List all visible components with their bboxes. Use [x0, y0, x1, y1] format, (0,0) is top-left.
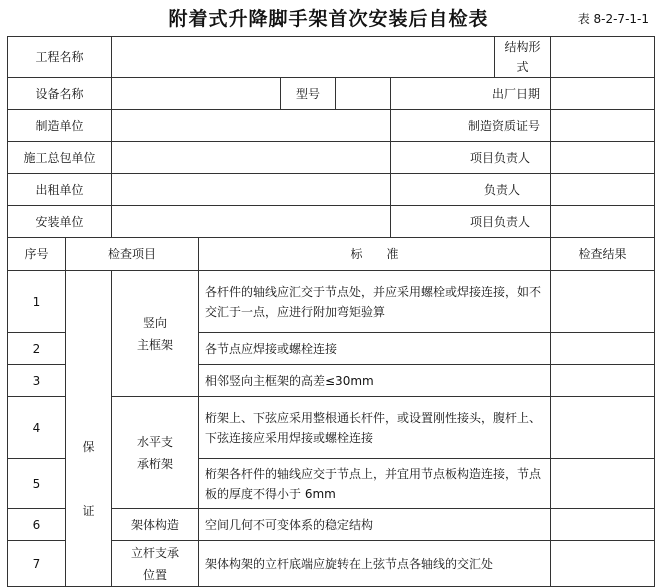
row-result[interactable] [551, 333, 655, 365]
info-row-contractor [8, 142, 655, 174]
row-seq: 7 [8, 541, 66, 587]
value-model[interactable] [336, 78, 391, 110]
group-frame-structure: 架体构造 [112, 509, 199, 541]
row-result[interactable] [551, 397, 655, 459]
info-row-manufacturer [8, 110, 655, 142]
info-row-rental [8, 174, 655, 206]
value-structure-form[interactable] [551, 37, 655, 78]
row-result[interactable] [551, 459, 655, 509]
row-result[interactable] [551, 541, 655, 587]
label-manufacturer: 制造单位 [8, 110, 112, 142]
label-device-name: 设备名称 [8, 78, 112, 110]
group-label-line: 承桁架 [136, 456, 173, 471]
row-standard: 架体构架的立杆底端应旋转在上弦节点各轴线的交汇处 [199, 541, 551, 587]
row-seq: 2 [8, 333, 66, 365]
category-cell [66, 271, 112, 587]
header-item: 检查项目 [66, 238, 199, 271]
group-label-line: 立杆支承 [130, 545, 179, 560]
group-label-line: 水平支 [136, 434, 173, 449]
row-seq: 5 [8, 459, 66, 509]
label-mfr-cert-no: 制造资质证号 [391, 110, 551, 142]
label-model: 型号 [281, 78, 336, 110]
value-install-unit[interactable] [112, 206, 391, 238]
table-row [8, 271, 655, 333]
label-rental-unit: 出租单位 [8, 174, 112, 206]
header-row [8, 238, 655, 271]
header-result: 检查结果 [551, 238, 655, 271]
row-standard: 各杆件的轴线应汇交于节点处，并应采用螺栓或焊接连接，如不交汇于一点，应进行附加弯矩验算 [199, 271, 551, 333]
info-row-install [8, 206, 655, 238]
group-vertical-frame [112, 271, 199, 397]
info-row-project [8, 37, 655, 78]
row-standard: 各节点应焊接或螺栓连接 [199, 333, 551, 365]
row-seq: 1 [8, 271, 66, 333]
row-standard: 空间几何不可变体系的稳定结构 [199, 509, 551, 541]
label-install-unit: 安装单位 [8, 206, 112, 238]
inspection-table [7, 36, 655, 587]
row-standard: 桁架上、下弦应采用整根通长杆件，或设置刚性接头，腹杆上、下弦连接应采用焊接或螺栓连接 [199, 397, 551, 459]
value-project-manager-1[interactable] [551, 142, 655, 174]
form-code: 表 8-2-7-1-1 [577, 12, 649, 26]
value-manufacturer[interactable] [112, 110, 391, 142]
value-factory-date[interactable] [551, 78, 655, 110]
group-label-line: 位置 [142, 567, 167, 582]
group-horizontal-truss [112, 397, 199, 509]
label-project-name: 工程名称 [8, 37, 112, 78]
value-person-in-charge[interactable] [551, 174, 655, 206]
value-project-name[interactable] [112, 37, 495, 78]
row-seq: 4 [8, 397, 66, 459]
label-project-manager-2: 项目负责人 [391, 206, 551, 238]
label-structure-form: 结构形式 [495, 37, 551, 78]
row-seq: 6 [8, 509, 66, 541]
group-label-line: 主框架 [136, 337, 173, 352]
row-standard: 桁架各杆件的轴线应交于节点上，并宜用节点板构造连接，节点板的厚度不得小于 6mm [199, 459, 551, 509]
group-pole-support [112, 541, 199, 587]
row-result[interactable] [551, 509, 655, 541]
category-char-2: 证 [82, 503, 95, 518]
header-seq: 序号 [8, 238, 66, 271]
value-rental-unit[interactable] [112, 174, 391, 206]
value-mfr-cert-no[interactable] [551, 110, 655, 142]
value-project-manager-2[interactable] [551, 206, 655, 238]
label-factory-date: 出厂日期 [391, 78, 551, 110]
form-title: 附着式升降脚手架首次安装后自检表 [168, 8, 489, 30]
info-row-device [8, 78, 655, 110]
category-char-1: 保 [82, 439, 95, 454]
header-standard: 标 准 [199, 238, 551, 271]
row-result[interactable] [551, 365, 655, 397]
row-result[interactable] [551, 271, 655, 333]
label-project-manager-1: 项目负责人 [391, 142, 551, 174]
row-standard: 相邻竖向主框架的高差≤30mm [199, 365, 551, 397]
label-general-contractor: 施工总包单位 [8, 142, 112, 174]
group-label-line: 竖向 [142, 315, 167, 330]
value-general-contractor[interactable] [112, 142, 391, 174]
value-device-name[interactable] [112, 78, 281, 110]
row-seq: 3 [8, 365, 66, 397]
label-person-in-charge: 负责人 [391, 174, 551, 206]
